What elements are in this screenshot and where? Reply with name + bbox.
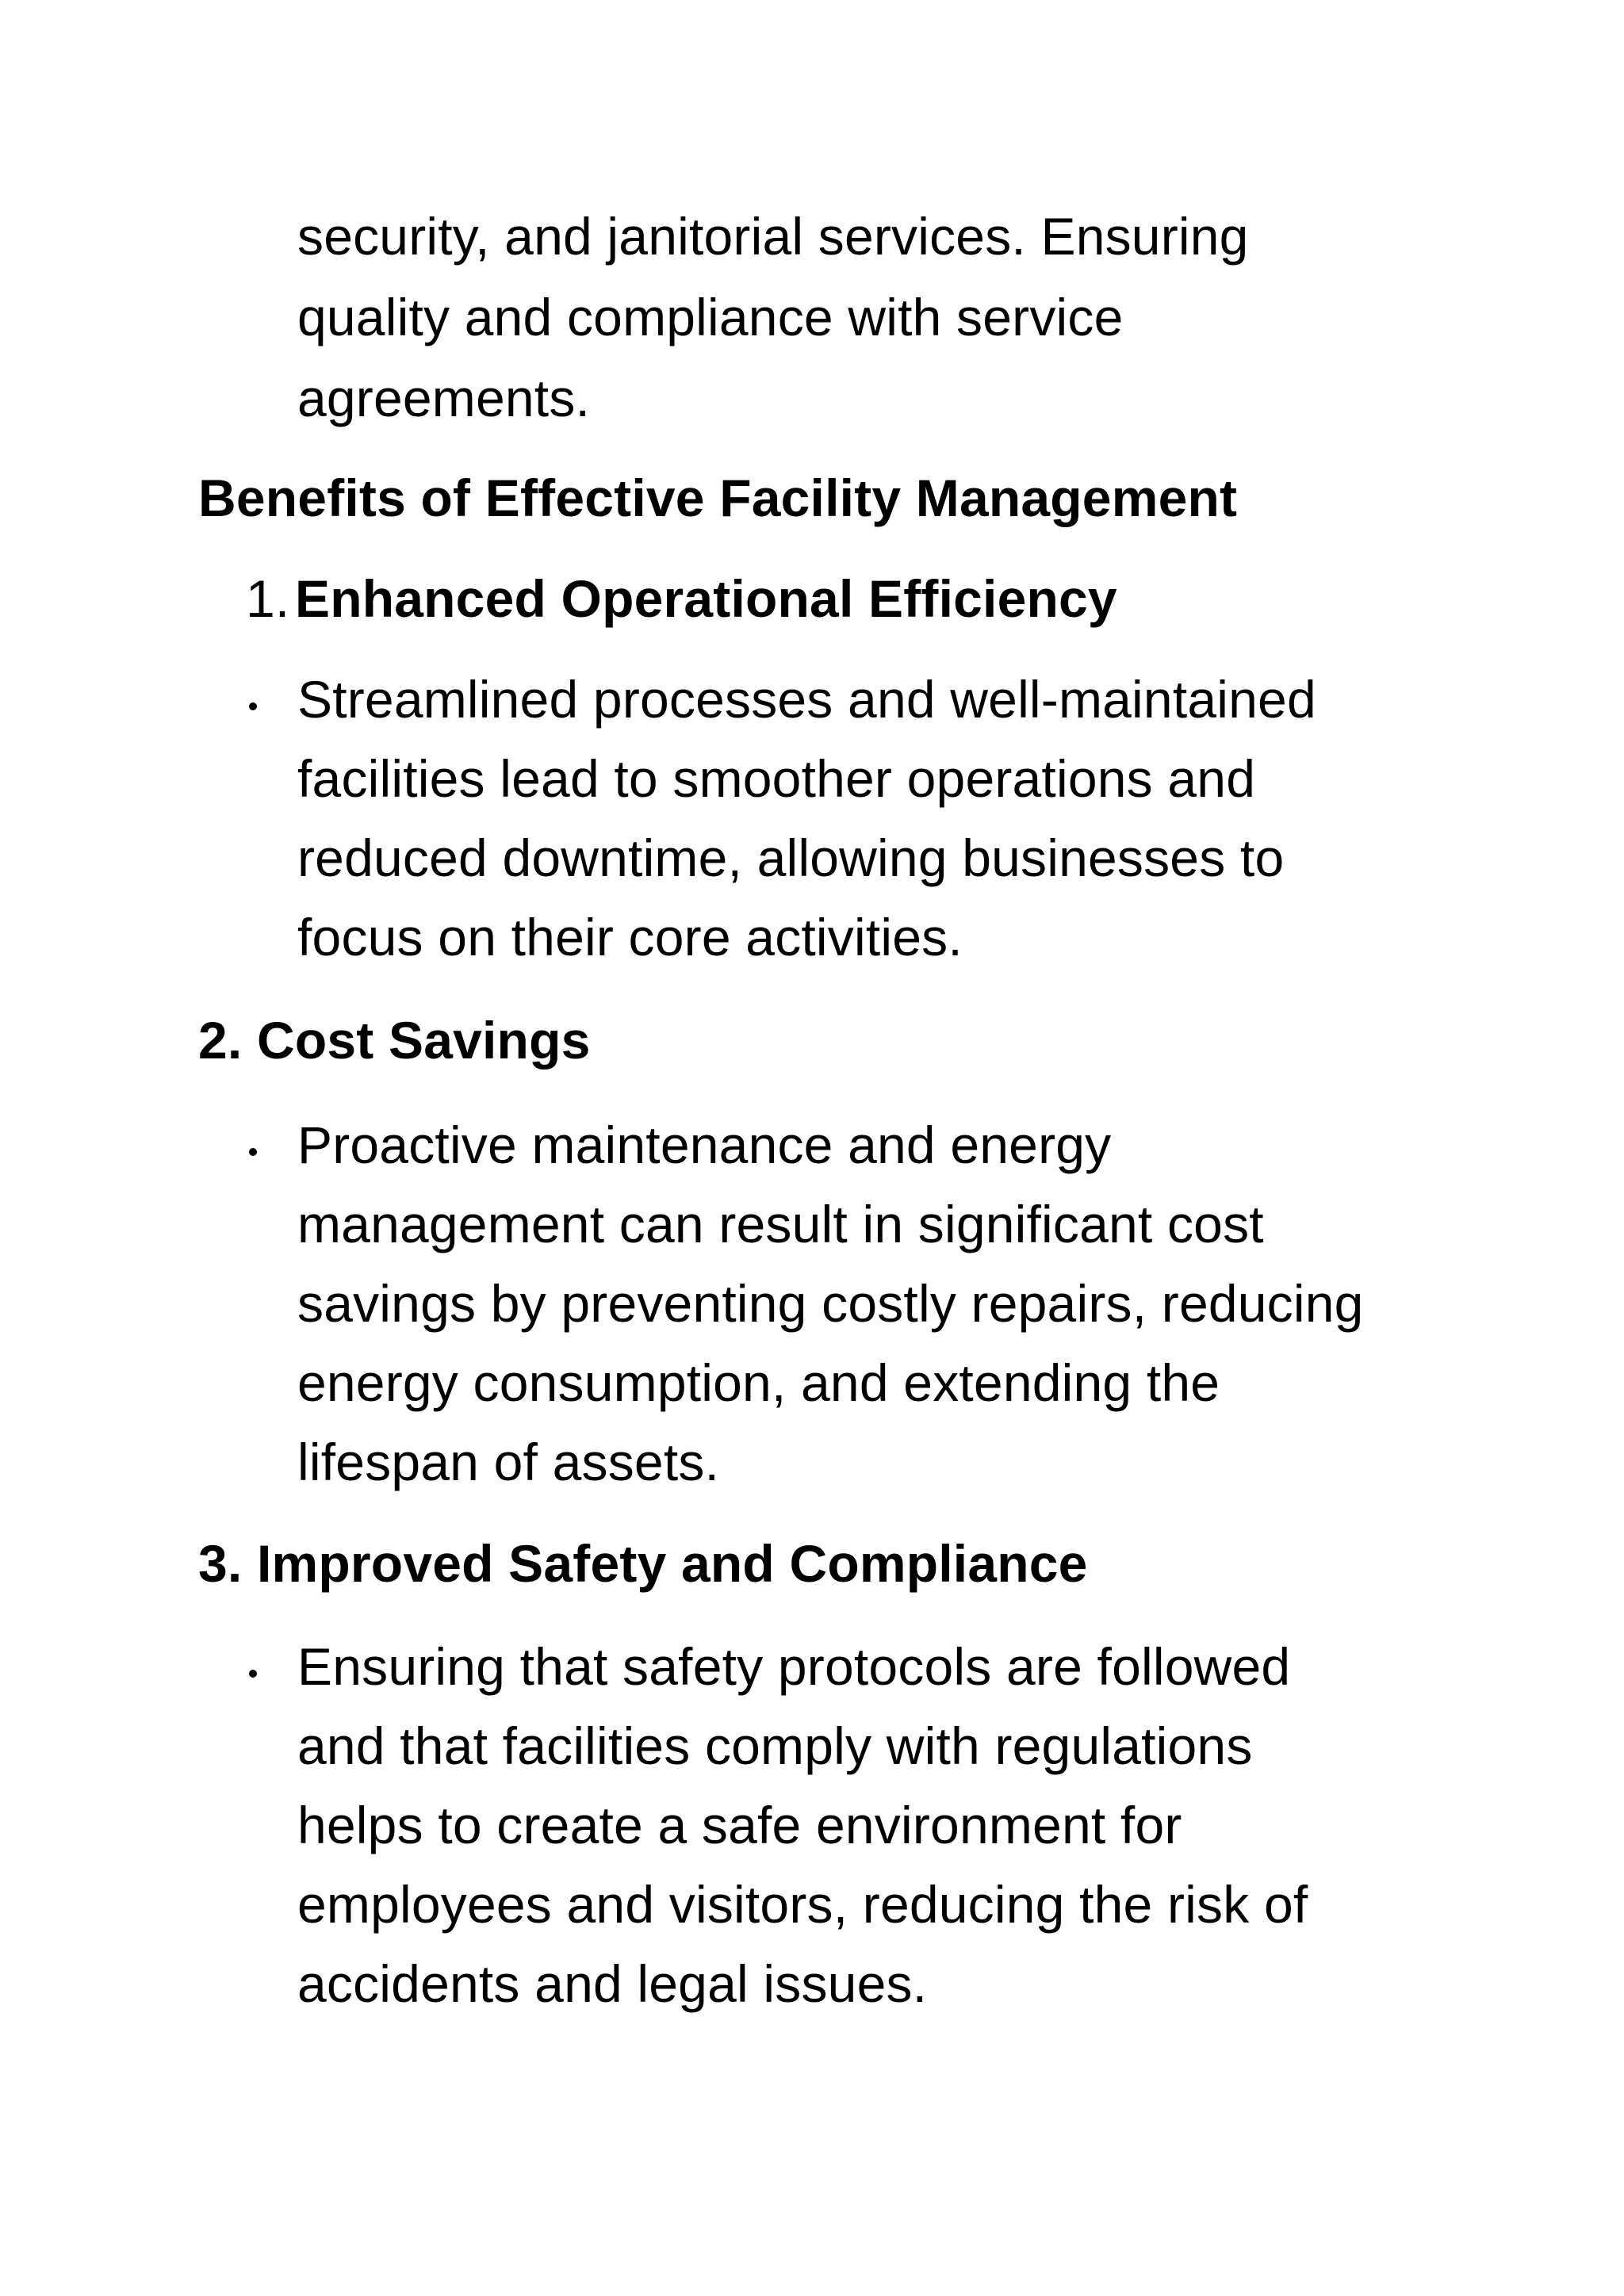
section-1-line-2: facilities lead to smoother operations and <box>297 749 1256 808</box>
bullet-icon <box>249 702 257 710</box>
section-3-line-5: accidents and legal issues. <box>297 1954 928 2013</box>
section-2-line-2: management can result in significant cost <box>297 1195 1264 1253</box>
section-1-line-3: reduced downtime, allowing businesses to <box>297 828 1285 887</box>
intro-line-3: agreements. <box>297 369 591 427</box>
section-heading-benefits: Benefits of Effective Facility Management <box>198 469 1238 527</box>
sub-heading-operational-efficiency <box>246 559 1117 638</box>
section-3-line-4: employees and visitors, reducing the risk of <box>297 1875 1308 1934</box>
section-heading-cost-savings: 2. Cost Savings <box>198 1011 591 1070</box>
sub-heading-title: Enhanced Operational Efficiency <box>295 569 1117 628</box>
section-3-line-3: helps to create a safe environment for <box>297 1796 1182 1854</box>
list-number: 1. <box>246 569 290 628</box>
section-2-line-3: savings by preventing costly repairs, reducing <box>297 1274 1364 1333</box>
section-3-line-2: and that facilities comply with regulations <box>297 1716 1253 1775</box>
section-1-line-4: focus on their core activities. <box>297 908 963 966</box>
section-2-line-5: lifespan of assets. <box>297 1433 720 1491</box>
section-2-line-4: energy consumption, and extending the <box>297 1353 1220 1412</box>
section-1-line-1: Streamlined processes and well-maintained <box>297 670 1316 729</box>
bullet-icon <box>249 1148 257 1156</box>
section-heading-safety-compliance: 3. Improved Safety and Compliance <box>198 1534 1088 1593</box>
intro-line-2: quality and compliance with service <box>297 288 1124 346</box>
intro-line-1: security, and janitorial services. Ensuring <box>297 207 1249 266</box>
bullet-icon <box>249 1670 257 1678</box>
section-3-line-1: Ensuring that safety protocols are followed <box>297 1637 1291 1696</box>
section-2-line-1: Proactive maintenance and energy <box>297 1115 1112 1174</box>
